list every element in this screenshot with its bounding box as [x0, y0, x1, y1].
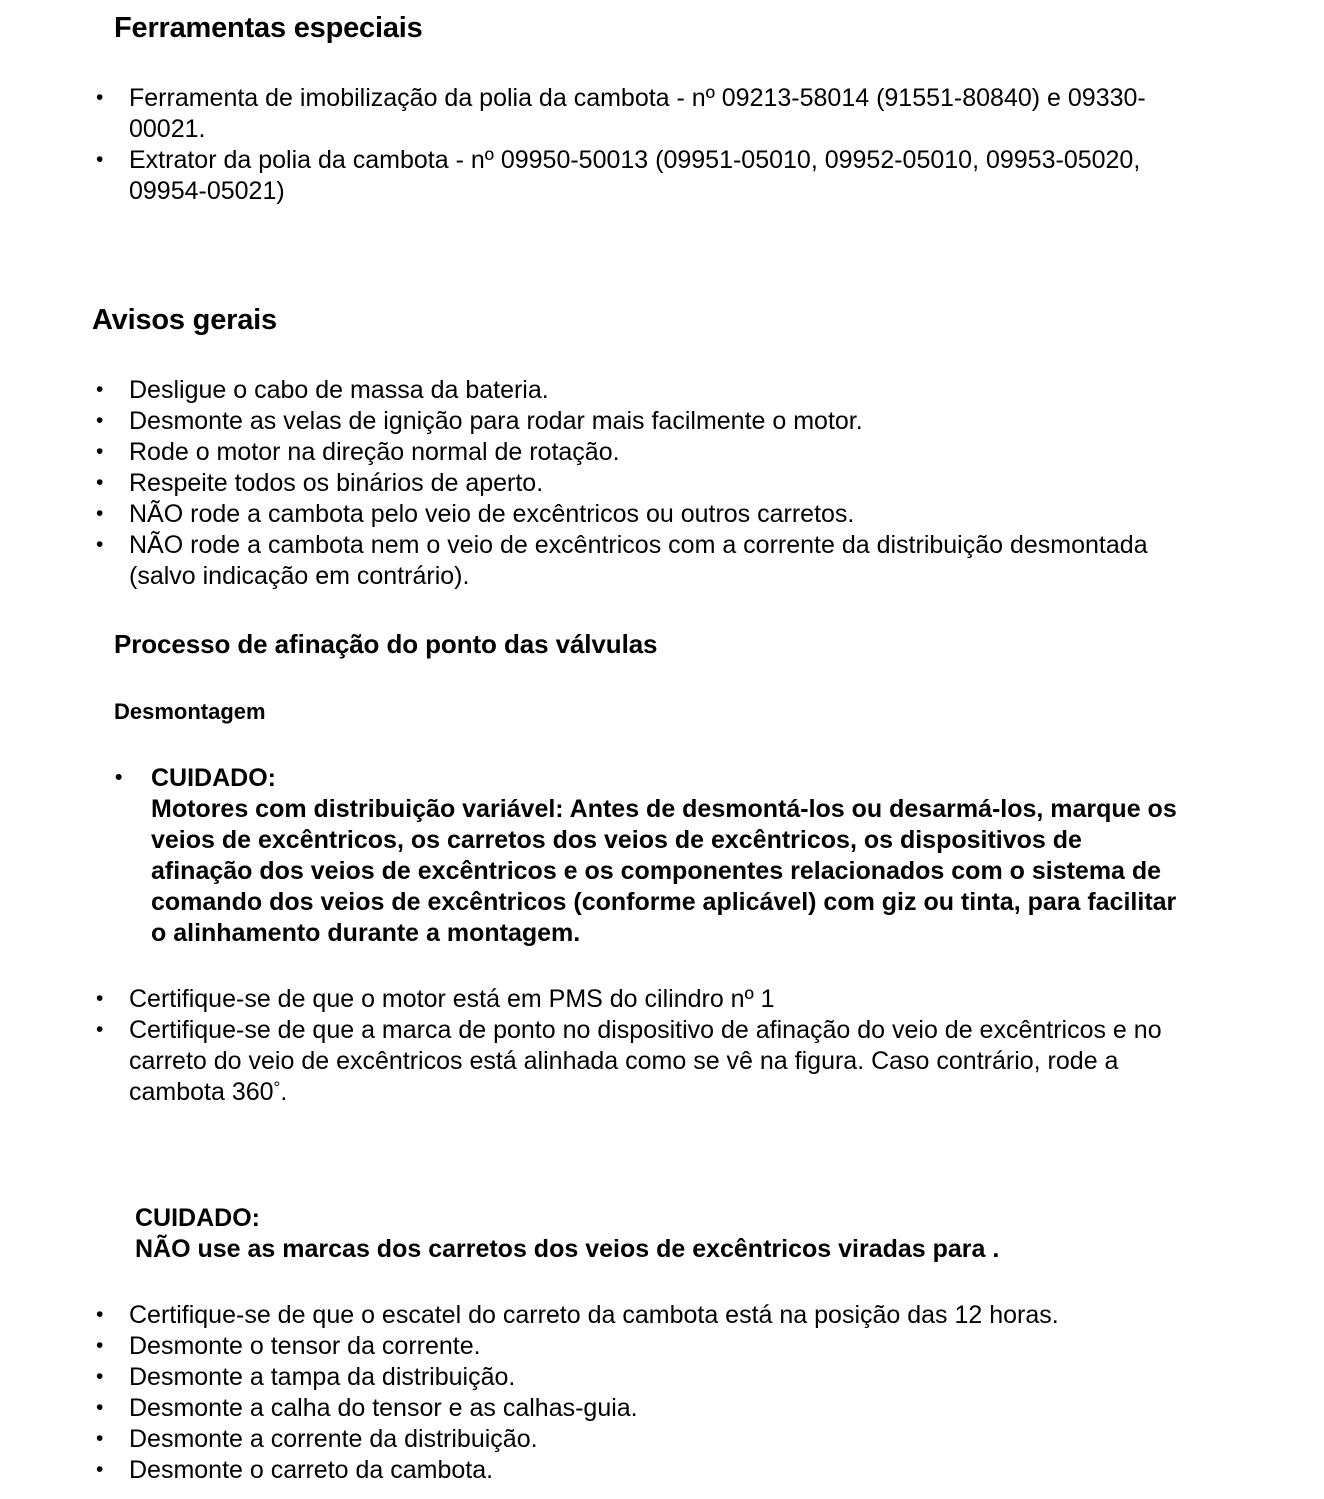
special-tools-list	[88, 83, 1178, 207]
heading-ferramentas-especiais: Ferramentas especiais	[114, 12, 423, 44]
heading-processo-afinacao: Processo de afinação do ponto das válvulas	[114, 629, 658, 659]
list-item: • NÃO rode a cambota pelo veio de excêntricos ou outros carretos.	[88, 499, 1178, 530]
caution-label: CUIDADO:	[151, 764, 276, 792]
caution-label: CUIDADO:	[135, 1204, 260, 1232]
list-item: • Desmonte a corrente da distribuição.	[88, 1424, 1178, 1455]
list-item: • Rode o motor na direção normal de rotação.	[88, 437, 1178, 468]
list-item	[88, 1015, 1178, 1108]
list-item: • NÃO rode a cambota nem o veio de excêntricos com a corrente da distribuição desmontada (salvo indicação em contrário).	[88, 530, 1178, 592]
disassembly-steps-list	[88, 1300, 1178, 1486]
list-item: • Desmonte as velas de ignição para rodar mais facilmente o motor.	[88, 406, 1178, 437]
list-item: • Ferramenta de imobilização da polia da cambota - nº 09213-58014 (91551-80840) e 09330-00021.	[88, 83, 1178, 145]
caution-item	[108, 763, 1183, 949]
caution-list-1	[108, 763, 1183, 949]
caution-text: NÃO use as marcas dos carretos dos veios de excêntricos viradas para .	[135, 1235, 1000, 1263]
heading-avisos-gerais: Avisos gerais	[92, 304, 277, 336]
degree-symbol: °	[273, 1078, 281, 1097]
list-item: • Desmonte a tampa da distribuição.	[88, 1362, 1178, 1393]
heading-desmontagem: Desmontagem	[114, 699, 266, 724]
caution-block-2	[135, 1203, 1195, 1265]
list-item: • Certifique-se de que o escatel do carreto da cambota está na posição das 12 horas.	[88, 1300, 1178, 1331]
check-items-list	[88, 984, 1178, 1108]
caution-text: Motores com distribuição variável: Antes de desmontá-los ou desarmá-los, marque os veios de excêntricos, os carretos dos veios de excêntricos, os dispositivos de afinação dos veios de excêntricos e os componentes relacionados com o sistema de comando dos veios de excêntricos (conforme aplicável) com giz ou tinta, para facilitar o alinhamento durante a montagem.	[151, 795, 1177, 947]
general-warnings-list	[88, 375, 1178, 592]
list-item: • Desmonte o carreto da cambota.	[88, 1455, 1178, 1486]
check-item-text: Certifique-se de que a marca de ponto no dispositivo de afinação do veio de excêntricos e no carreto do veio de excêntricos está alinhada como se vê na figura. Caso contrário, rode a cambota 360	[129, 1016, 1162, 1106]
list-item: • Desligue o cabo de massa da bateria.	[88, 375, 1178, 406]
list-item: • Respeite todos os binários de aperto.	[88, 468, 1178, 499]
list-item: • Desmonte o tensor da corrente.	[88, 1331, 1178, 1362]
list-item: • Extrator da polia da cambota - nº 09950-50013 (09951-05010, 09952-05010, 09953-05020, 09954-05021)	[88, 145, 1178, 207]
list-item: • Certifique-se de que o motor está em PMS do cilindro nº 1	[88, 984, 1178, 1015]
check-item-period: .	[280, 1078, 288, 1106]
figure-placeholder-gap	[135, 1110, 1135, 1190]
list-item: • Desmonte a calha do tensor e as calhas-guia.	[88, 1393, 1178, 1424]
